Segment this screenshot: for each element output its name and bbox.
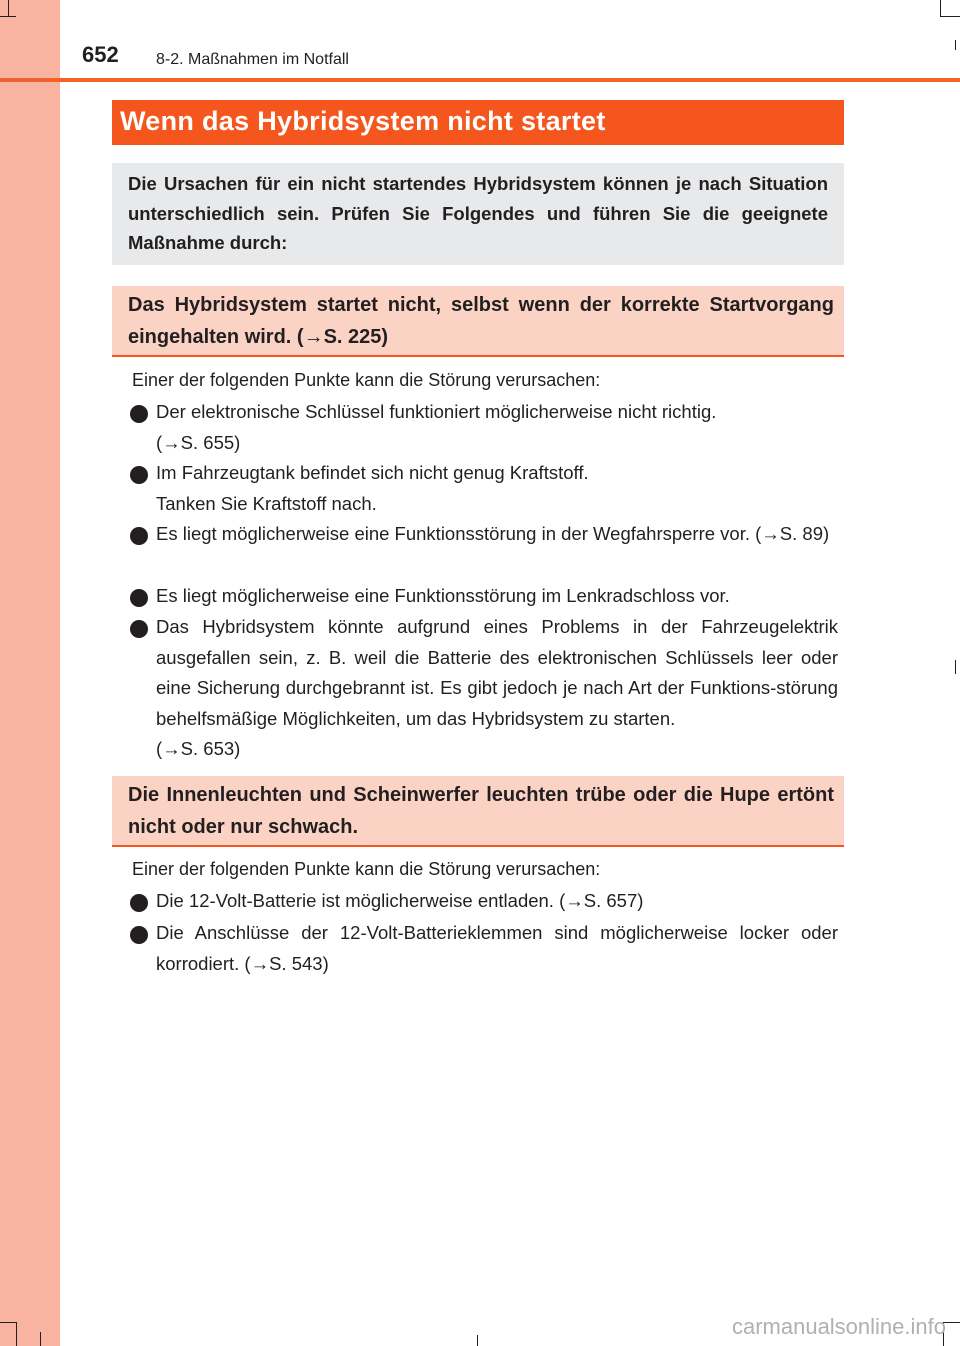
crop-mark (955, 40, 956, 50)
bullet-text: Im Fahrzeugtank befindet sich nicht genug Kraftstoff. (156, 462, 589, 483)
bullet-text: Der elektronische Schlüssel funktioniert möglicherweise nicht richtig. (156, 401, 717, 422)
left-margin-band (0, 0, 60, 1346)
watermark-text: carmanualsonline.info (731, 1314, 946, 1339)
section1-bullet-1 (156, 397, 838, 458)
header-rule (0, 78, 960, 82)
bullet-icon (130, 589, 148, 607)
bullet-icon (130, 405, 148, 423)
page-reference-link[interactable]: (→S. 653) (156, 738, 241, 759)
crop-mark (955, 660, 956, 674)
section2-heading-box (112, 776, 844, 847)
bullet-icon (130, 926, 148, 944)
crop-mark (940, 16, 960, 17)
page-title-bar (112, 100, 844, 145)
section2-bullet-1: Die 12-Volt-Batterie ist möglicherweise entladen. (→S. 657) (156, 890, 644, 911)
crop-mark (40, 1332, 41, 1346)
crop-mark (16, 1322, 17, 1346)
crop-mark (944, 1322, 960, 1323)
crop-mark (8, 0, 9, 16)
bullet-text: Das Hybridsystem könnte aufgrund eines Problems in der Fahrzeugelektrik ausgefallen sein, z. B. weil die Batterie des elektronischen Schlüssels leer oder eine Sicherung durchgebrannt ist. Es gibt jedoch je nach Art der Funktions-störung behelfsmäßige Möglichkeiten, um das Hybridsystem zu starten. (156, 616, 838, 729)
bullet-icon (130, 620, 148, 638)
crop-mark (477, 1335, 478, 1346)
intro-box (112, 163, 844, 265)
bullet-text: Tanken Sie Kraftstoff nach. (156, 492, 377, 514)
section-title: 8-2. Maßnahmen im Notfall (156, 51, 349, 68)
section1-lead: Einer der folgenden Punkte kann die Störung verursachen: (132, 370, 601, 390)
bullet-icon (130, 466, 148, 484)
crop-mark (0, 1322, 16, 1323)
crop-mark (940, 0, 941, 16)
section1-bullet-3: Es liegt möglicherweise eine Funktionsstörung in der Wegfahrsperre vor. (→S. 89) (156, 523, 830, 544)
section1-bullet-2 (156, 458, 838, 519)
section1-heading: Das Hybridsystem startet nicht, selbst wenn der korrekte Startvorgang eingehalten wird. (→S. 225) (128, 294, 834, 348)
bullet-icon (130, 894, 148, 912)
section1-bullet-4: Es liegt möglicherweise eine Funktionsstörung im Lenkradschloss vor. (156, 585, 730, 606)
crop-mark (0, 16, 16, 17)
section2-bullet-2: Die Anschlüsse der 12-Volt-Batterieklemmen sind möglicherweise locker oder korrodiert. (→S. 543) (156, 922, 838, 974)
intro-text: Die Ursachen für ein nicht startendes Hybridsystem können je nach Situation unterschiedlich sein. Prüfen Sie Folgendes und führen Sie die geeignete Maßnahme durch: (128, 173, 828, 253)
bullet-icon (130, 527, 148, 545)
section2-lead: Einer der folgenden Punkte kann die Störung verursachen: (132, 859, 601, 879)
section2-heading: Die Innenleuchten und Scheinwerfer leuchten trübe oder die Hupe ertönt nicht oder nur schwach. (128, 784, 834, 838)
section1-heading-box (112, 286, 844, 357)
page-title: Wenn das Hybridsystem nicht startet (120, 106, 606, 136)
section1-bullet-5 (156, 612, 838, 765)
page-number: 652 (82, 42, 119, 67)
page-reference-link[interactable]: (→S. 655) (156, 431, 241, 453)
